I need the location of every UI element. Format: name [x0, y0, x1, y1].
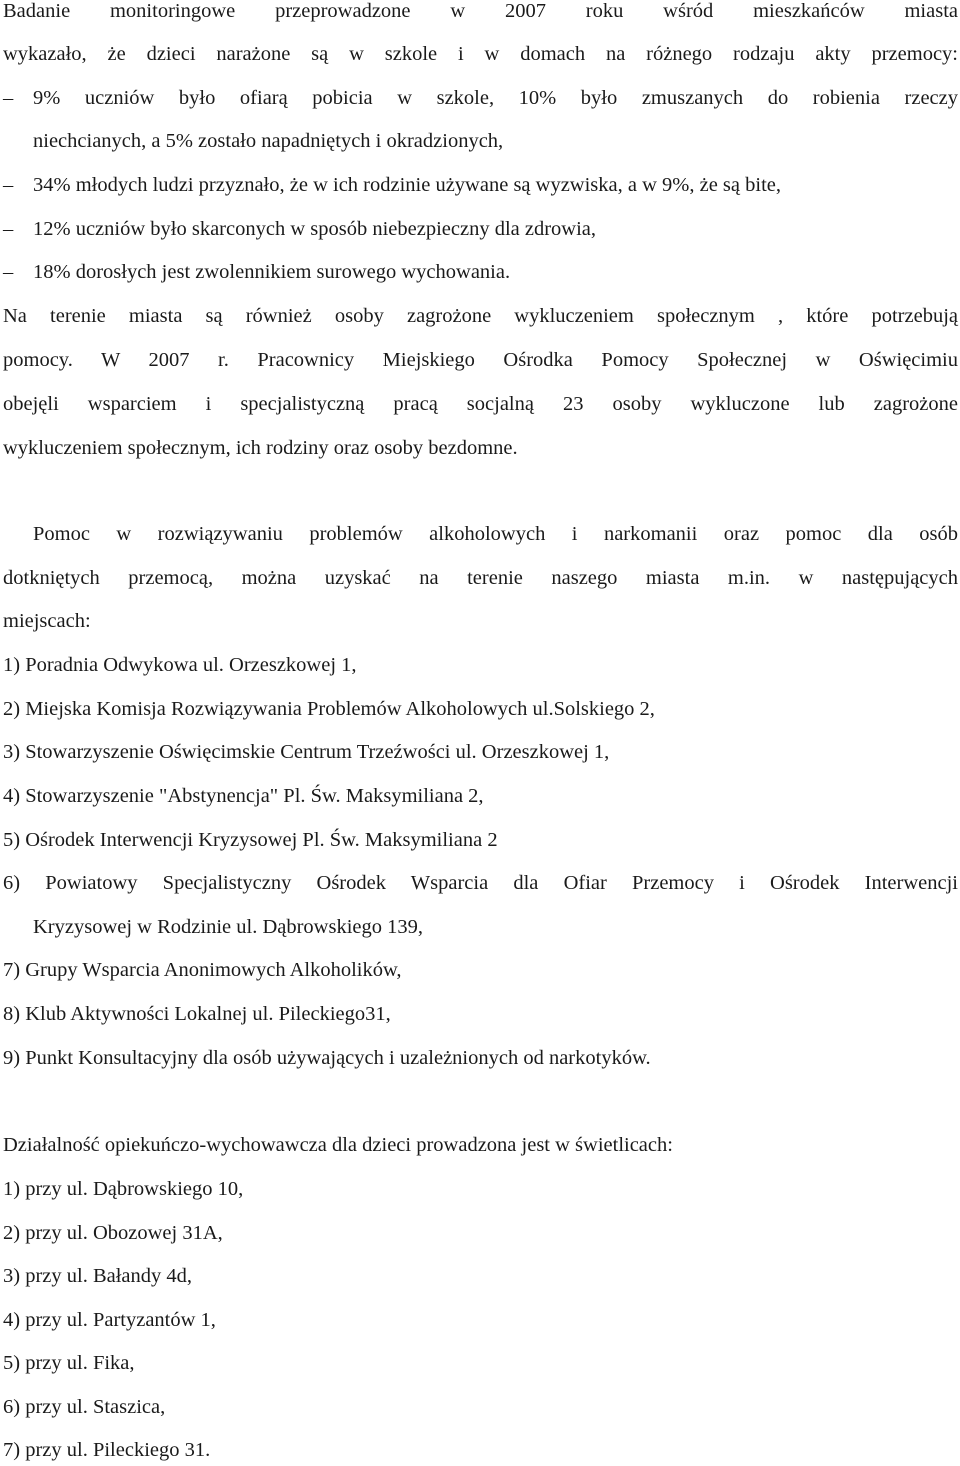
list-item: 5) Ośrodek Interwencji Kryzysowej Pl. Św. Maksymiliana 2 [3, 829, 498, 851]
list-item: 6) przy ul. Staszica, [3, 1396, 166, 1418]
list-item: 8) Klub Aktywności Lokalnej ul. Pileckiego31, [3, 1003, 391, 1025]
care-heading: Działalność opiekuńczo-wychowawcza dla dzieci prowadzona jest w świetlicach: [3, 1134, 673, 1156]
list-item: 7) przy ul. Pileckiego 31. [3, 1439, 211, 1461]
exclusion-line-4: wykluczeniem społecznym, ich rodziny oraz osoby bezdomne. [3, 437, 518, 459]
list-item: 1) przy ul. Dąbrowskiego 10, [3, 1178, 244, 1200]
help-line-1: Pomoc w rozwiązywaniu problemów alkoholowych i narkomanii oraz pomoc dla osób [33, 523, 958, 545]
list-item: 6) Powiatowy Specjalistyczny Ośrodek Wsparcia dla Ofiar Przemocy i Ośrodek Interwencji [3, 872, 958, 894]
intro-line-2: wykazało, że dzieci narażone są w szkole i w domach na różnego rodzaju akty przemocy: [3, 43, 958, 65]
list-item: 5) przy ul. Fika, [3, 1352, 135, 1374]
help-line-2: dotkniętych przemocą, można uzyskać na terenie naszego miasta m.in. w następujących [3, 567, 958, 589]
dash-marker: – [3, 261, 14, 283]
dash-marker: – [3, 87, 14, 109]
bullet-3: 12% uczniów było skarconych w sposób niebezpieczny dla zdrowia, [33, 218, 597, 240]
list-item: 9) Punkt Konsultacyjny dla osób używających i uzależnionych od narkotyków. [3, 1047, 651, 1069]
exclusion-line-3: obejęli wsparciem i specjalistyczną pracą socjalną 23 osoby wykluczone lub zagrożone [3, 393, 958, 415]
exclusion-line-2: pomocy. W 2007 r. Pracownicy Miejskiego Ośrodka Pomocy Społecznej w Oświęcimiu [3, 349, 958, 371]
intro-line-1: Badanie monitoringowe przeprowadzone w 2007 roku wśród mieszkańców miasta [3, 0, 958, 22]
list-item: 2) Miejska Komisja Rozwiązywania Problemów Alkoholowych ul.Solskiego 2, [3, 698, 655, 720]
list-item: 3) Stowarzyszenie Oświęcimskie Centrum Trzeźwości ul. Orzeszkowej 1, [3, 741, 610, 763]
list-item: 4) przy ul. Partyzantów 1, [3, 1309, 216, 1331]
dash-marker: – [3, 174, 14, 196]
help-line-3: miejscach: [3, 610, 91, 632]
bullet-1-line-1: 9% uczniów było ofiarą pobicia w szkole, 10% było zmuszanych do robienia rzeczy [33, 87, 958, 109]
bullet-2: 34% młodych ludzi przyznało, że w ich rodzinie używane są wyzwiska, a w 9%, że są bite, [33, 174, 781, 196]
list-item: 2) przy ul. Obozowej 31A, [3, 1222, 223, 1244]
list-item-continuation: Kryzysowej w Rodzinie ul. Dąbrowskiego 139, [33, 916, 424, 938]
dash-marker: – [3, 218, 14, 240]
list-item: 4) Stowarzyszenie "Abstynencja" Pl. Św. Maksymiliana 2, [3, 785, 484, 807]
bullet-1-line-2: niechcianych, a 5% zostało napadniętych i okradzionych, [33, 130, 504, 152]
bullet-4: 18% dorosłych jest zwolennikiem surowego wychowania. [33, 261, 511, 283]
exclusion-line-1: Na terenie miasta są również osoby zagrożone wykluczeniem społecznym , które potrzebują [3, 305, 958, 327]
list-item: 3) przy ul. Bałandy 4d, [3, 1265, 193, 1287]
list-item: 1) Poradnia Odwykowa ul. Orzeszkowej 1, [3, 654, 357, 676]
list-item: 7) Grupy Wsparcia Anonimowych Alkoholików, [3, 959, 402, 981]
